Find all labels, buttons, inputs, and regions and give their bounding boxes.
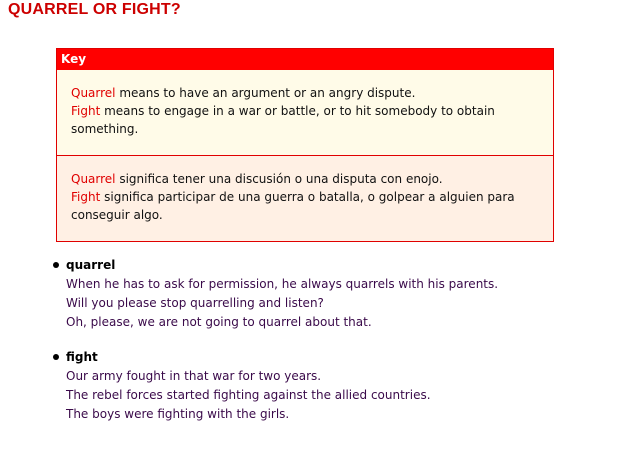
example-sentence: Our army fought in that war for two years.	[66, 369, 322, 383]
entry-word: fight	[66, 350, 98, 364]
definition-text: means to engage in a war or battle, or to hit somebody to obtain something.	[71, 104, 495, 136]
definition-text: significa tener una discusión o una disputa con enojo.	[115, 172, 443, 186]
term-fight: Fight	[71, 104, 101, 118]
term-fight: Fight	[71, 190, 101, 204]
definition-fight-en	[71, 102, 543, 138]
definition-fight-es	[71, 188, 543, 224]
term-quarrel: Quarrel	[71, 172, 116, 186]
definition-text: significa participar de una guerra o batalla, o golpear a alguien para conseguir algo.	[71, 190, 515, 222]
list-item	[50, 348, 590, 424]
example-sentence: Will you please stop quarrelling and listen?	[66, 296, 324, 310]
entry-list	[50, 256, 590, 440]
example-sentence: When he has to ask for permission, he always quarrels with his parents.	[66, 277, 499, 291]
example-sentence: Oh, please, we are not going to quarrel about that.	[66, 315, 372, 329]
key-header: Key	[57, 49, 553, 70]
definition-quarrel-en	[71, 84, 543, 102]
bullet-icon	[53, 354, 59, 360]
key-box	[56, 48, 554, 242]
list-item	[50, 256, 590, 332]
page-title: QUARREL OR FIGHT?	[8, 1, 181, 18]
example-sentence: The boys were fighting with the girls.	[66, 407, 290, 421]
bullet-icon	[53, 262, 59, 268]
example-sentence: The rebel forces started fighting against the allied countries.	[66, 388, 431, 402]
key-english-definitions	[57, 70, 553, 156]
definition-quarrel-es	[71, 170, 543, 188]
entry-word: quarrel	[66, 258, 116, 272]
term-quarrel: Quarrel	[71, 86, 116, 100]
key-spanish-definitions	[57, 156, 553, 241]
definition-text: means to have an argument or an angry dispute.	[115, 86, 416, 100]
